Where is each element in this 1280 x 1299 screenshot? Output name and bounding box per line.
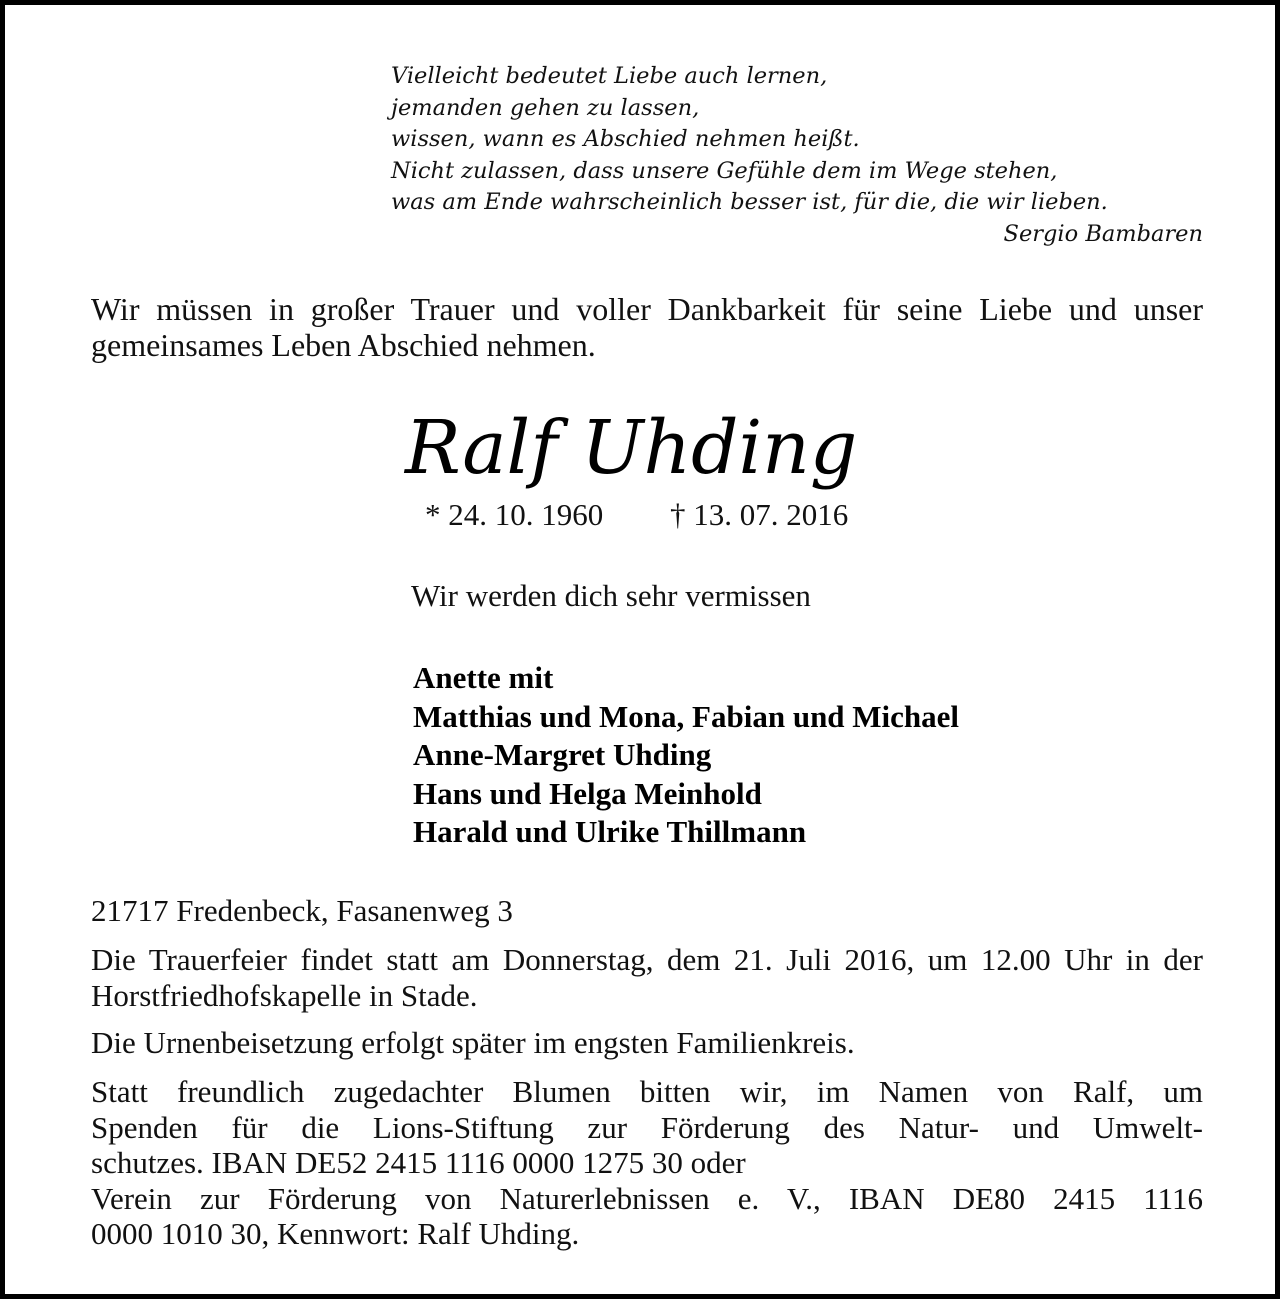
quote-line: Vielleicht bedeutet Liebe auch lernen, <box>391 63 828 89</box>
donation-line: Verein zur Förderung von Naturerlebnissen e. V., IBAN DE80 2415 1116 <box>91 1180 1203 1216</box>
mourner-name: Anette mit <box>413 660 554 695</box>
death-date: † 13. 07. 2016 <box>670 497 849 532</box>
mourners-list <box>413 659 959 852</box>
ceremony-info: Die Trauerfeier findet statt am Donnerstag, dem 21. Juli 2016, um 12.00 Uhr in der Horstfriedhofskapelle in Stade. <box>91 942 1203 1013</box>
mourner-name: Anne-Margret Uhding <box>413 737 712 772</box>
mourner-name: Matthias und Mona, Fabian und Michael <box>413 698 960 734</box>
donation-line: Statt freundlich zugedachter Blumen bitten wir, im Namen von Ralf, um <box>91 1074 1203 1109</box>
quote-line: Nicht zulassen, dass unsere Gefühle dem im Wege stehen, <box>391 157 1058 184</box>
donation-line: Spenden für die Lions-Stiftung zur Förderung des Natur- und Umwelt- <box>91 1109 1203 1145</box>
deceased-name: Ralf Uhding <box>405 405 858 491</box>
urn-burial-info: Die Urnenbeisetzung erfolgt später im engsten Familienkreis. <box>91 1025 855 1060</box>
farewell-line: Wir werden dich sehr vermissen <box>411 578 811 613</box>
quote-line: was am Ende wahrscheinlich besser ist, für die, die wir lieben. <box>391 189 1108 215</box>
donation-line: 0000 1010 30, Kennwort: Ralf Uhding. <box>91 1216 580 1251</box>
donation-line: schutzes. IBAN DE52 2415 1116 0000 1275 30 oder <box>91 1145 746 1180</box>
quote-line: jemanden gehen zu lassen, <box>391 94 700 121</box>
quote-line: wissen, wann es Abschied nehmen heißt. <box>391 126 860 152</box>
quote-author: Sergio Bambaren <box>1003 220 1203 247</box>
mourner-name: Harald und Ulrike Thillmann <box>413 814 807 849</box>
donation-info <box>91 1074 1203 1252</box>
family-address: 21717 Fredenbeck, Fasanenweg 3 <box>91 893 513 928</box>
intro-text: Wir müssen in großer Trauer und voller Dankbarkeit für seine Liebe und unser gemeinsames Leben Abschied nehmen. <box>91 291 1203 363</box>
birth-date: * 24. 10. 1960 <box>425 497 604 532</box>
quote-block <box>391 61 1203 250</box>
mourner-name: Hans und Helga Meinhold <box>413 775 762 811</box>
